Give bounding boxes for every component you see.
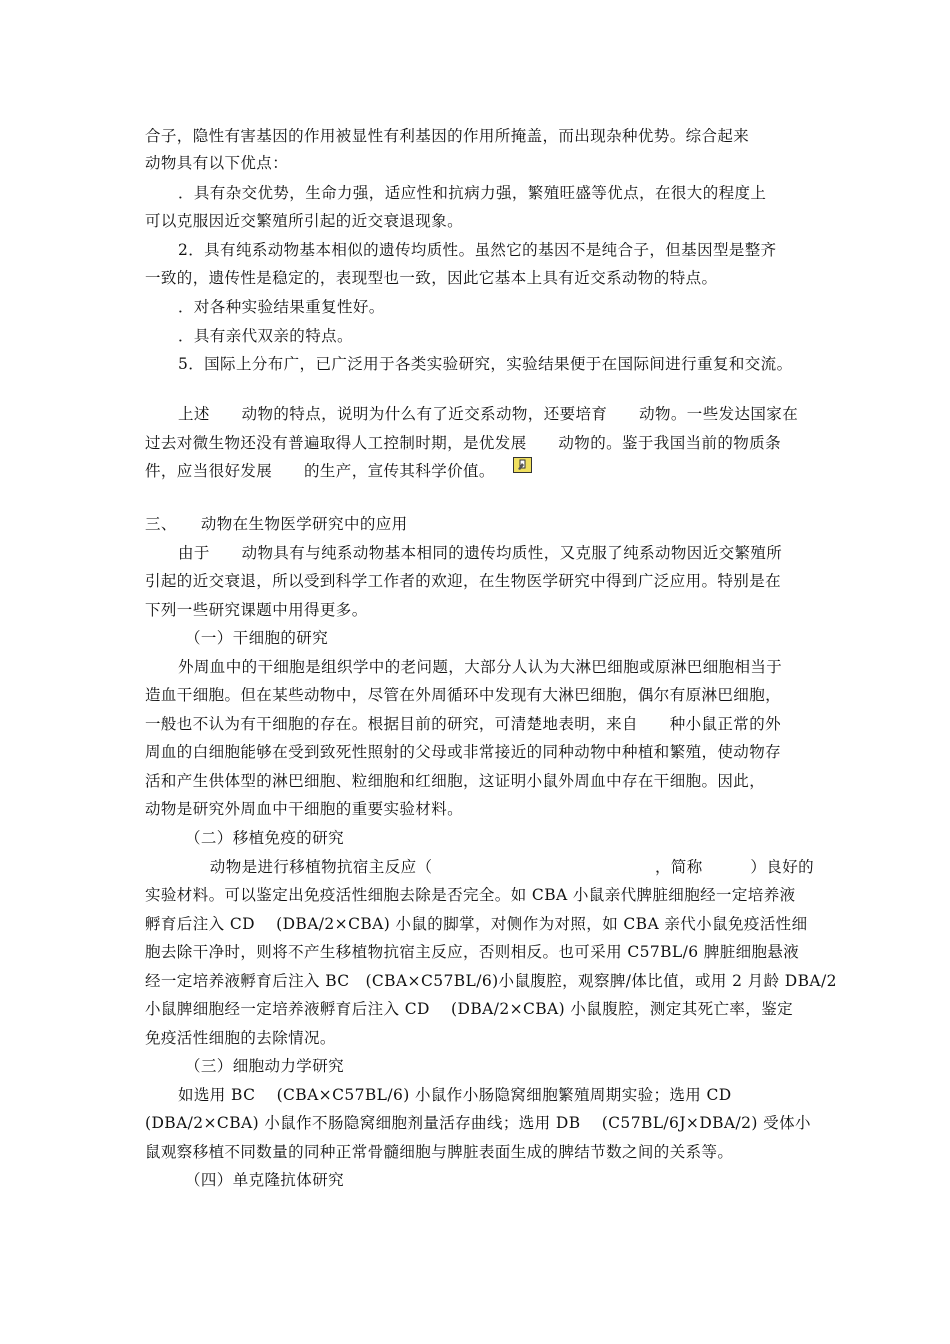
paragraph-line: 一致的，遗传性是稳定的，表现型也一致，因此它基本上具有近交系动物的特点。 xyxy=(145,269,718,287)
paragraph-line: 外周血中的干细胞是组织学中的老问题，大部分人认为大淋巴细胞或原淋巴细胞相当于 xyxy=(178,658,783,676)
paragraph-line: 活和产生供体型的淋巴细胞、粒细胞和红细胞，这证明小鼠外周血中存在干细胞。因此， xyxy=(145,772,766,790)
paragraph-line: 胞去除干净时，则将不产生移植物抗宿主反应，否则相反。也可采用 C57BL/6 脾脏细胞悬液 xyxy=(145,943,800,961)
paragraph-line: 经一定培养液孵育后注入 BC (CBA×C57BL/6)小鼠腹腔，观察脾/体比值，或用 2 月龄 DBA/2 xyxy=(145,972,837,990)
paragraph-line: 动物是进行移植物抗宿主反应（ ，简称 ）良好的 xyxy=(178,858,815,876)
subsection-heading: （三）细胞动力学研究 xyxy=(185,1057,345,1075)
subsection-heading: （二）移植免疫的研究 xyxy=(185,829,345,847)
paragraph-line: 下列一些研究课题中用得更多。 xyxy=(145,601,368,619)
paragraph-line: 实验材料。可以鉴定出免疫活性细胞去除是否完全。如 CBA 小鼠亲代脾脏细胞经一定培养液 xyxy=(145,886,796,904)
list-item-1: ．具有杂交优势，生命力强，适应性和抗病力强，繁殖旺盛等优点，在很大的程度上 xyxy=(178,184,767,202)
paragraph-line: 造血干细胞。但在某些动物中，尽管在外周循环中发现有大淋巴细胞，偶尔有原淋巴细胞， xyxy=(145,686,782,704)
paragraph-line: 过去对微生物还没有普遍取得人工控制时期，是优发展 动物的。鉴于我国当前的物质条 xyxy=(145,434,782,452)
paragraph-line: 鼠观察移植不同数量的同种正常骨髓细胞与脾脏表面生成的脾结节数之间的关系等。 xyxy=(145,1143,734,1161)
section-heading: 三、 动物在生物医学研究中的应用 xyxy=(145,515,408,533)
paragraph-line: 动物具有以下优点： xyxy=(145,154,289,172)
paragraph-line: 如选用 BC (CBA×C57BL/6) 小鼠作小肠隐窝细胞繁殖周期实验；选用 CD xyxy=(178,1086,732,1104)
paragraph-line: 免疫活性细胞的去除情况。 xyxy=(145,1029,336,1047)
paragraph-line: 周血的白细胞能够在受到致死性照射的父母或非常接近的同种动物中种植和繁殖，使动物存 xyxy=(145,743,782,761)
paragraph-line: 小鼠脾细胞经一定培养液孵育后注入 CD (DBA/2×CBA) 小鼠腹腔，测定其死亡率，鉴定 xyxy=(145,1000,793,1018)
paragraph-line: 动物是研究外周血中干细胞的重要实验材料。 xyxy=(145,800,464,818)
list-item-2: 2．具有纯系动物基本相似的遗传均质性。虽然它的基因不是纯合子，但基因型是整齐 xyxy=(178,241,777,259)
document-link-icon[interactable] xyxy=(513,457,532,473)
paragraph-line: 一般也不认为有干细胞的存在。根据目前的研究，可清楚地表明，来自 种小鼠正常的外 xyxy=(145,715,782,733)
subsection-heading: （四）单克隆抗体研究 xyxy=(185,1171,345,1189)
list-item-4: ．具有亲代双亲的特点。 xyxy=(178,327,353,345)
paragraph-line: 上述 动物的特点，说明为什么有了近交系动物，还要培育 动物。一些发达国家在 xyxy=(178,405,799,423)
paragraph-line: 合子，隐性有害基因的作用被显性有利基因的作用所掩盖，而出现杂种优势。综合起来 xyxy=(145,127,750,145)
paragraph-line: 由于 动物具有与纯系动物基本相同的遗传均质性，又克服了纯系动物因近交繁殖所 xyxy=(178,544,783,562)
paragraph-line: 孵育后注入 CD (DBA/2×CBA) 小鼠的脚掌，对侧作为对照，如 CBA 亲代小鼠免疫活性细 xyxy=(145,915,808,933)
paragraph-line: (DBA/2×CBA) 小鼠作不肠隐窝细胞剂量活存曲线；选用 DB (C57BL/6J×DBA/2) 受体小 xyxy=(145,1114,811,1132)
paragraph-line: 件，应当很好发展 的生产，宣传其科学价值。 xyxy=(145,462,495,480)
list-item-5: 5．国际上分布广，已广泛用于各类实验研究，实验结果便于在国际间进行重复和交流。 xyxy=(178,355,793,373)
subsection-heading: （一）干细胞的研究 xyxy=(185,629,329,647)
paragraph-line: 引起的近交衰退，所以受到科学工作者的欢迎，在生物医学研究中得到广泛应用。特别是在 xyxy=(145,572,782,590)
list-item-3: ．对各种实验结果重复性好。 xyxy=(178,298,385,316)
paragraph-line: 可以克服因近交繁殖所引起的近交衰退现象。 xyxy=(145,212,464,230)
